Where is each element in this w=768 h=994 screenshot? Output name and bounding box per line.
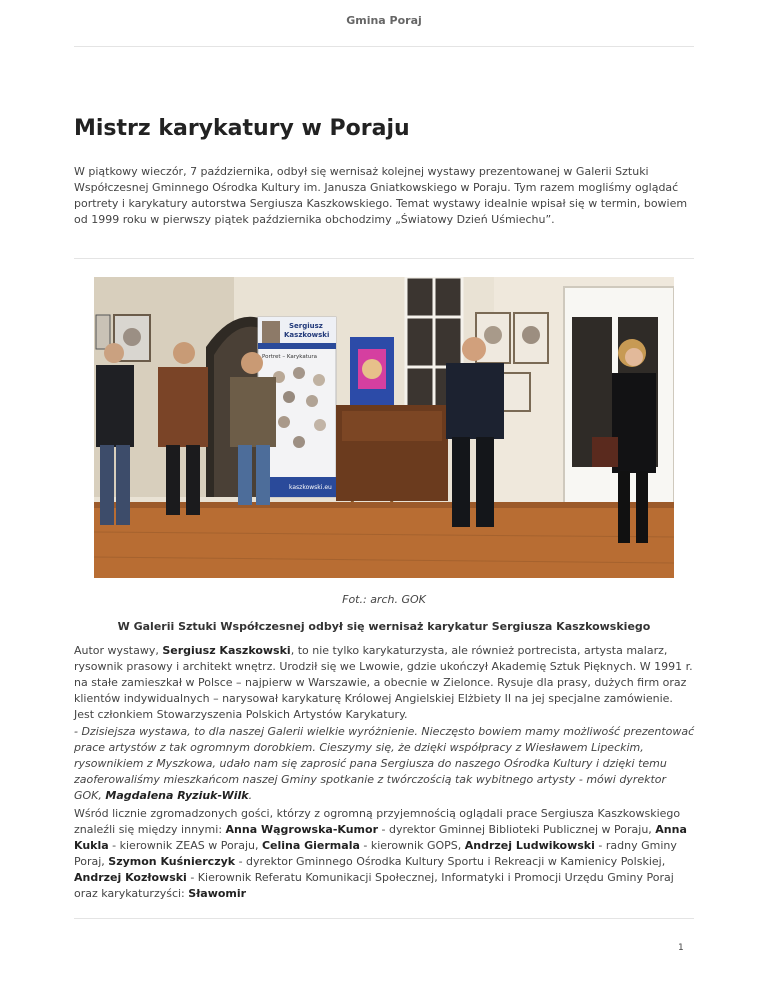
intro-divider [74,258,694,259]
paragraph-author: Autor wystawy, Sergiusz Kaszkowski, to nie tylko karykaturzysta, ale również portrecista, artysta malarz, rysownik prasowy i architekt wnętrz. Urodził się we Lwowie, gdzie ukończył Akademię Sztuk Pięknych. W 1991 r. na stałe zamieszkał w Polsce – najpierw w Warszawie, a obecnie w Zielonce. Rysuje dla prasy, dużych firm oraz klientów indywidualnych – narysował karykaturę Królowej Angielskiej Elżbiety II na jej specjalne zamówienie. Jest członkiem Stowarzyszenia Polskich Artystów Karykatury. [74,644,693,721]
quote-author: Magdalena Ryziuk-Wilk [105,789,249,802]
footer-divider [74,918,694,919]
photo-caption: Fot.: arch. GOK [342,593,426,606]
svg-text:Portret – Karykatura: Portret – Karykatura [262,354,317,360]
svg-text:kaszkowski.eu: kaszkowski.eu [289,484,332,491]
paragraph-guests: Wśród licznie zgromadzonych gości, którzy z ogromną przyjemnością oglądali prace Sergiusza Kaszkowskiego znaleźli się między innymi: Anna Wągrowska-Kumor - dyrektor Gminnej Biblioteki Publicznej w Poraju, Anna Kukla - kierownik ZEAS w Poraju, Celina Giermala - kierownik GOPS, Andrzej Ludwikowski - radny Gminy Poraj, Szymon Kuśnierczyk - dyrektor Gminnego Ośrodka Kultury Sportu i Rekreacji w Kamienicy Polskiej, Andrzej Kozłowski - Kierownik Referatu Komunikacji Społecznej, Informatyki i Promocji Urzędu Gminy Poraj oraz karykaturzyści: Sławomir [74,807,687,900]
paragraph-quote: - Dzisiejsza wystawa, to dla naszej Galerii wielkie wyróżnienie. Nieczęsto bowiem mamy możliwość prezentować prace artystów z tak ogromnym dorobkiem. Cieszymy się, że dzięki współpracy z Wiesławem Lipeckim, rysownikiem z Myszkowa, udało nam się zaprosić pana Sergiusza do naszego Ośrodka Kultury i dzięki temu zaoferowaliśmy mieszkańcom naszej Gminy spotkanie z twórczością tak wybitnego artysty - mówi dyrektor GOK, Magdalena Ryziuk-Wilk. [74,725,695,802]
article-title: Mistrz karykatury w Poraju [74,116,410,141]
svg-text:Sergiusz: Sergiusz [289,322,323,330]
article-subheading: W Galerii Sztuki Współczesnej odbył się wernisaż karykatur Sergiusza Kaszkowskiego [117,620,651,633]
header-divider [74,46,694,47]
site-name[interactable]: Gmina Poraj [346,14,422,27]
page-number: 1 [678,943,684,953]
gallery-photo [94,277,674,578]
author-name: Sergiusz Kaszkowski [162,644,291,657]
article-intro: W piątkowy wieczór, 7 października, odbył się wernisaż kolejnej wystawy prezentowanej w Galerii Sztuki Współczesnej Gminnego Ośrodka Kultury im. Janusza Gniatkowskiego w Poraju. Tym razem mogliśmy oglądać portrety i karykatury autorstwa Sergiusza Kaszkowskiego. Temat wystawy idealnie wpisał się w termin, bowiem od 1999 roku w pierwszy piątek października obchodzimy „Światowy Dzień Uśmiechu”. [74,165,688,226]
svg-text:Kaszkowski: Kaszkowski [284,331,330,339]
